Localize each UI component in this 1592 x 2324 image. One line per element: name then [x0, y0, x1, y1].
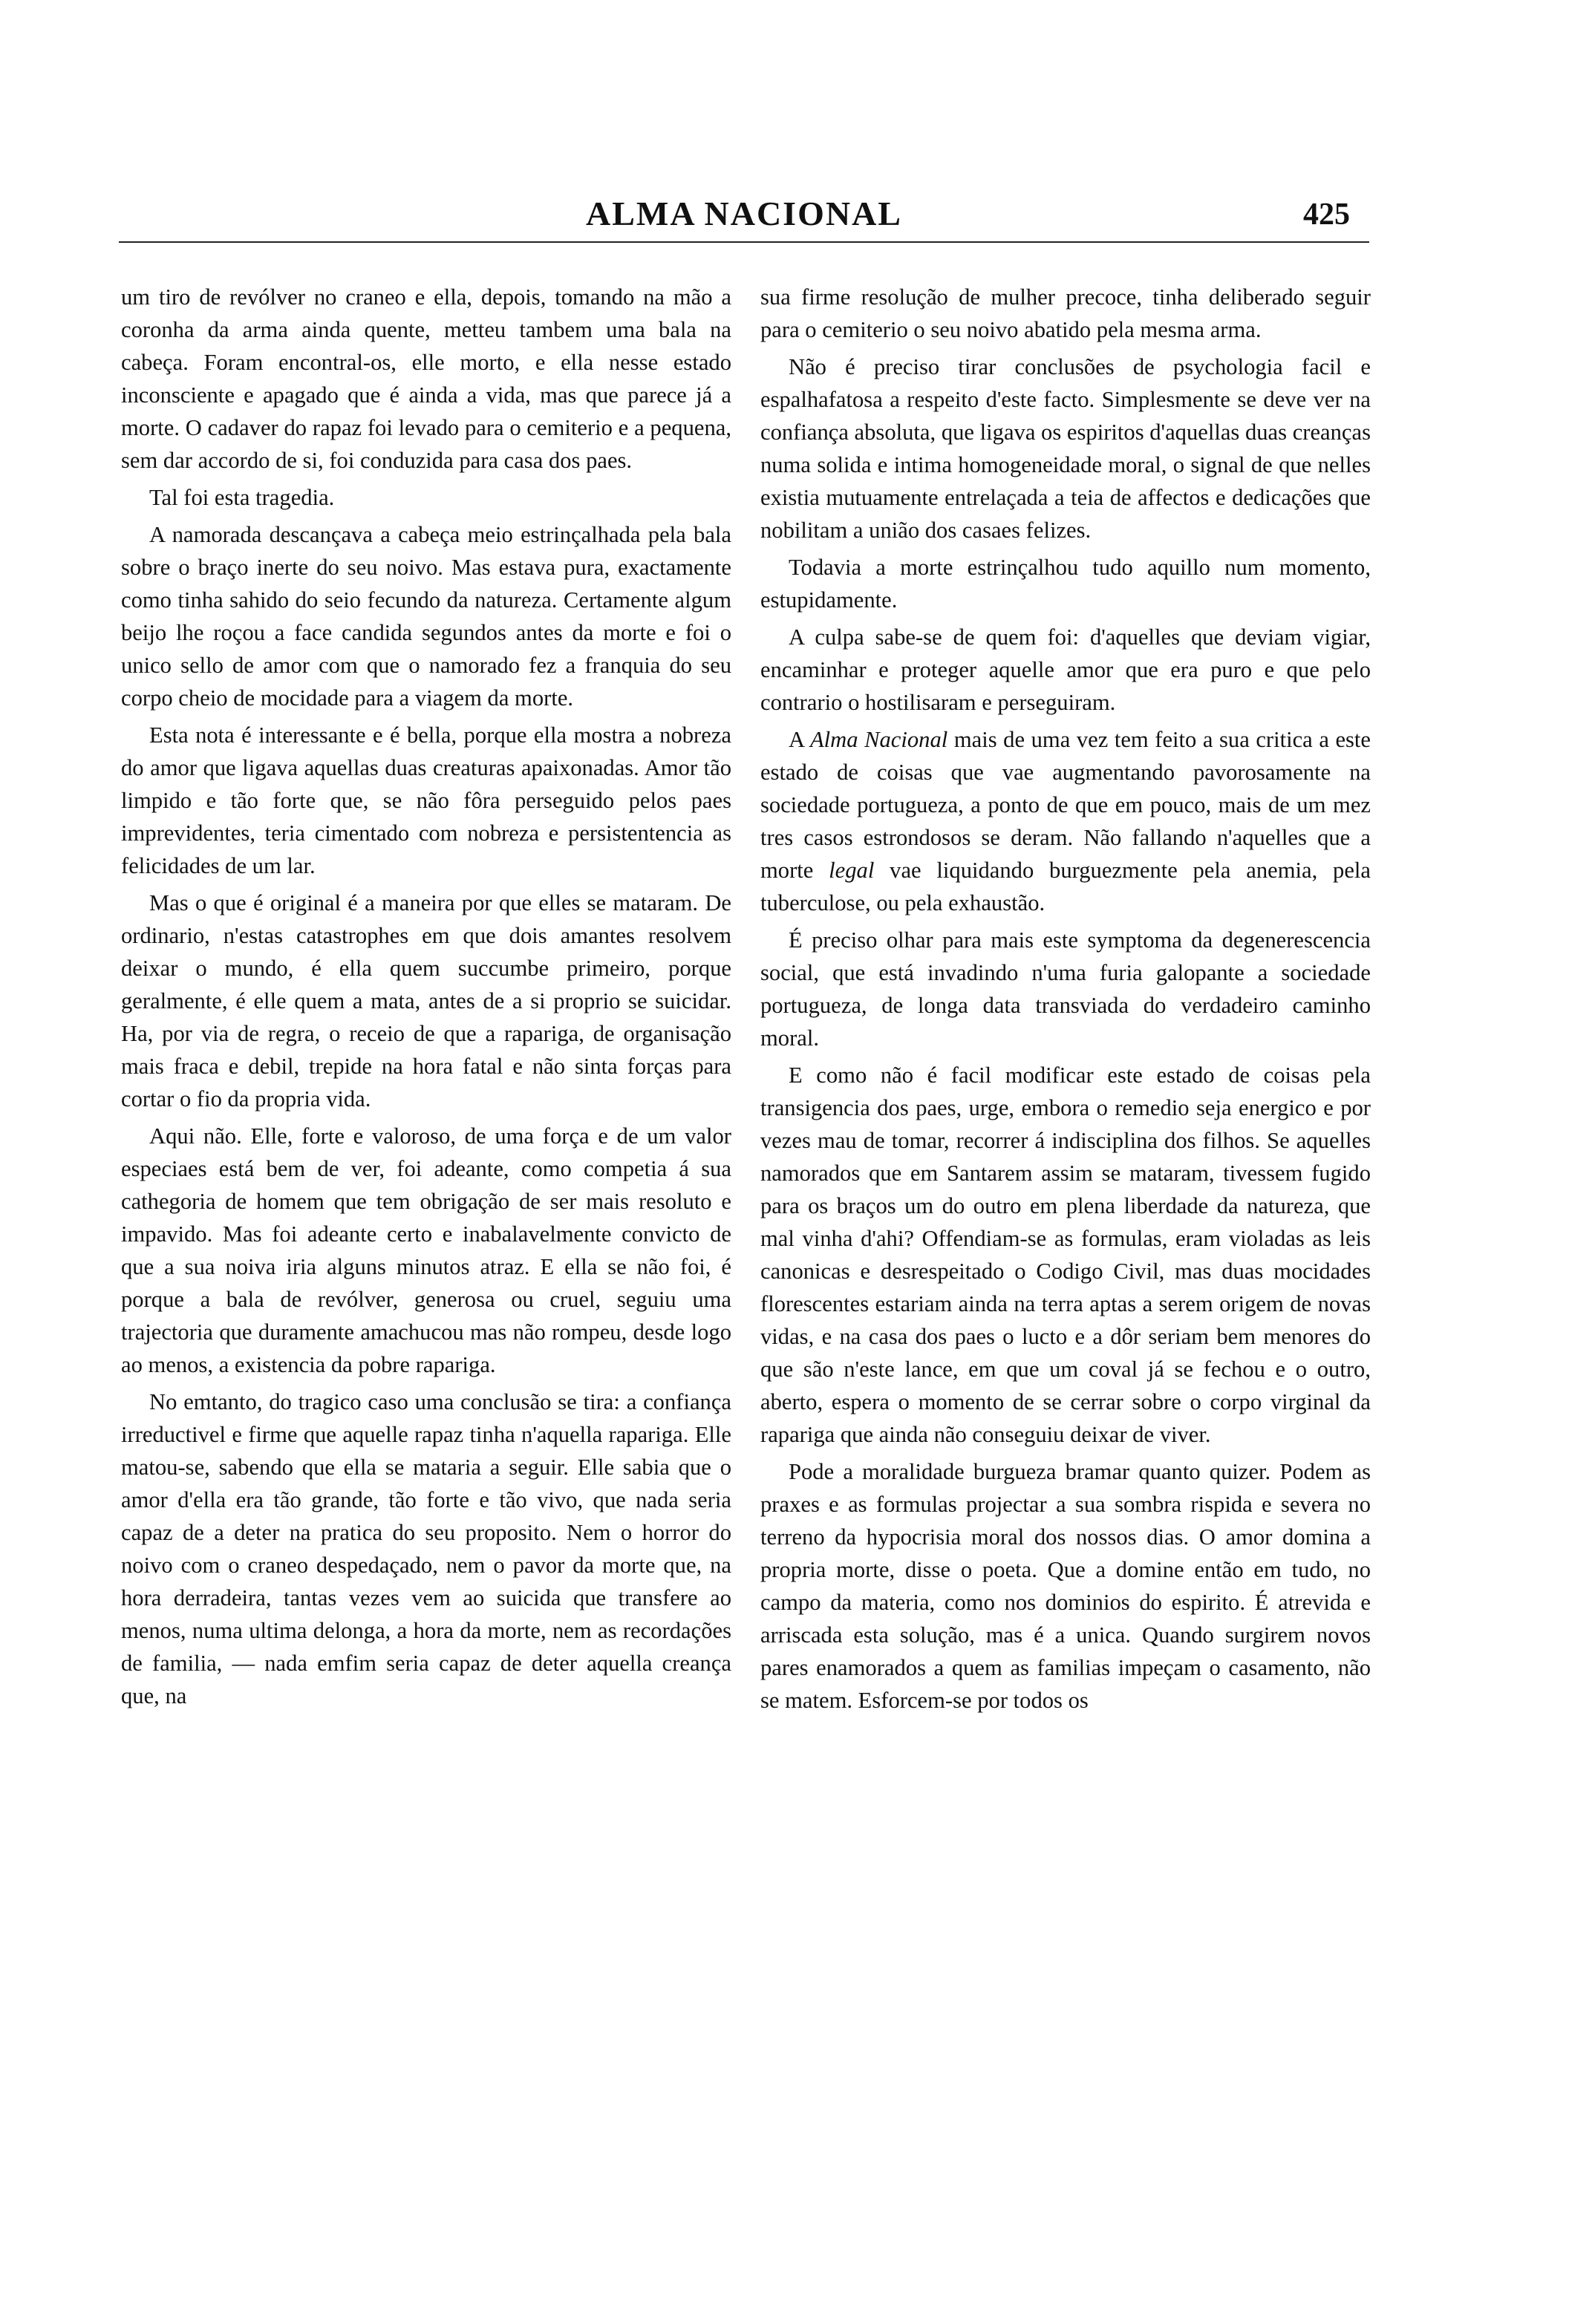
paragraph-alma-nacional — [760, 723, 1371, 919]
paragraph: Esta nota é interessante e é bella, porque ella mostra a nobreza do amor que ligava aquellas duas creaturas apaixonadas. Amor tão limpido e tão forte que, se não fôra perseguido pelos paes imprevidentes, teria cimentado com nobreza e persistentencia as felicidades de um lar. — [121, 722, 731, 878]
paragraph: A culpa sabe-se de quem foi: d'aquelles que deviam vigiar, encaminhar e proteger aquelle amor que era puro e que pelo contrario o hostilisaram e perseguiram. — [760, 624, 1371, 715]
paragraph-text: vae liquidando burguezmente pela anemia, pela tuberculose, ou pela exhaustão. — [760, 858, 1371, 915]
italic-title: Alma Nacional — [809, 727, 948, 752]
paragraph: É preciso olhar para mais este symptoma da degenerescencia social, que está invadindo n'uma furia galopante a sociedade portugueza, de longa data transviada do verdadeiro caminho moral. — [760, 927, 1371, 1051]
page-number: 425 — [1303, 198, 1350, 232]
paragraph: Não é preciso tirar conclusões de psychologia facil e espalhafatosa a respeito d'este facto. Simplesmente se deve ver na confiança absoluta, que ligava os espiritos d'aquellas duas creanças numa solida e intima homogeneidade moral, o signal de que nelles existia mutuamente entrelaçada a teia de affectos e dedicações que nobilitam a união dos casaes felizes. — [760, 354, 1371, 543]
paragraph: No emtanto, do tragico caso uma conclusão se tira: a confiança irreductivel e firme que aquelle rapaz tinha n'aquella rapariga. Elle matou-se, sabendo que ella se mataria a seguir. Elle sabia que o amor d'ella era tão grande, tão forte e tão vivo, que nada seria capaz de a deter na pratica do seu proposito. Nem o horror do noivo com o craneo despedaçado, nem o pavor da morte que, na hora derradeira, tantas vezes vem ao suicida que transfere ao menos, numa ultima delonga, a hora da morte, nem as recordações de familia, — nada emfim seria capaz de deter aquella creança que, na — [121, 1389, 731, 1708]
paragraph: Mas o que é original é a maneira por que elles se mataram. De ordinario, n'estas catastrophes em que dois amantes resolvem deixar o mundo, é ella quem succumbe primeiro, porque geralmente, é elle quem a mata, antes de a si proprio se suicidar. Ha, por via de regra, o receio de que a rapariga, de organisação mais fraca e debil, trepide na hora fatal e não sinta forças para cortar o fio da propria vida. — [121, 890, 731, 1112]
paragraph: Pode a moralidade burgueza bramar quanto quizer. Podem as praxes e as formulas projectar a sua sombra rispida e severa no terreno da hypocrisia moral dos nossos dias. O amor domina a propria morte, disse o poeta. Que a domine então em tudo, no campo da materia, como nos dominios do espirito. É atrevida e arriscada esta solução, mas é a unica. Quando surgirem novos pares enamorados a quem as familias impeçam o casamento, não se matem. Esforcem-se por todos os — [760, 1459, 1371, 1713]
paragraph-text: mais de uma vez tem feito a sua critica a este estado de coisas que vae augmentando pavorosamente na sociedade portugueza, a ponto de que em pouco, mais de um mez tres casos estrondosos se deram. Não fallando n'aquelles que a morte — [760, 727, 1371, 883]
paragraph: um tiro de revólver no craneo e ella, depois, tomando na mão a coronha da arma ainda quente, metteu tambem uma bala na cabeça. Foram encontral-os, elle morto, e ella nesse estado inconsciente e apagado que é ainda a vida, mas que parece já a morte. O cadaver do rapaz foi levado para o cemiterio e a pequena, sem dar accordo de si, foi conduzida para casa dos paes. — [121, 284, 731, 473]
paragraph: Tal foi esta tragedia. — [149, 485, 335, 510]
journal-title: ALMA NACIONAL — [586, 195, 902, 232]
right-column — [760, 281, 1371, 1721]
italic-word: legal — [829, 858, 875, 883]
paragraph: E como não é facil modificar este estado de coisas pela transigencia dos paes, urge, embora o remedio seja energico e por vezes mau de tomar, recorrer á indisciplina dos filhos. Se aquelles namorados que em Santarem assim se mataram, tivessem fugido para os braços um do outro em plena liberdade da natureza, que mal vinha d'ahi? Offendiam-se as formulas, eram violadas as leis canonicas e desrespeitado o Codigo Civil, mas duas mocidades florescentes estariam ainda na terra aptas a serem origem de novas vidas, e na casa dos paes o lucto e a dôr seriam bem menores do que são n'este lance, em que um coval já se fechou e o outro, aberto, espera o momento de se cerrar sobre o corpo virginal da rapariga que ainda não conseguiu deixar de viver. — [760, 1063, 1371, 1447]
left-column — [121, 281, 731, 1717]
running-header — [119, 189, 1369, 243]
paragraph-prefix: A — [789, 727, 804, 752]
paragraph: sua firme resolução de mulher precoce, tinha deliberado seguir para o cemiterio o seu noivo abatido pela mesma arma. — [760, 284, 1371, 342]
paragraph: A namorada descançava a cabeça meio estrinçalhada pela bala sobre o braço inerte do seu noivo. Mas estava pura, exactamente como tinha sahido do seio fecundo da natureza. Certamente algum beijo lhe roçou a face candida segundos antes da morte e foi o unico sello de amor com que o namorado fez a franquia do seu corpo cheio de mocidade para a viagem da morte. — [121, 522, 731, 711]
paragraph: Todavia a morte estrinçalhou tudo aquillo num momento, estupidamente. — [760, 555, 1371, 613]
paragraph: Aqui não. Elle, forte e valoroso, de uma força e de um valor especiaes está bem de ver, foi adeante, como competia á sua cathegoria de homem que tem obrigação de ser mais resoluto e impavido. Mas foi adeante certo e inabalavelmente convicto de que a sua noiva iria alguns minutos atraz. E ella se não foi, é porque a bala de revólver, generosa ou cruel, seguiu uma trajectoria que duramente amachucou mas não rompeu, desde logo ao menos, a existencia da pobre rapariga. — [121, 1123, 731, 1377]
